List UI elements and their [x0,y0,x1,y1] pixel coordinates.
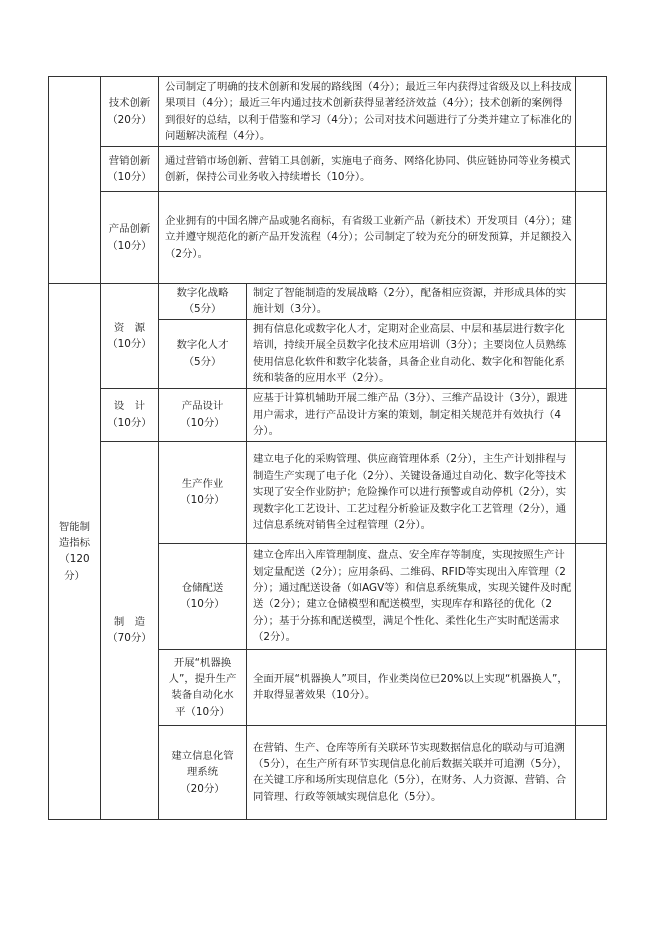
manufacturing-label: 制 造 （70分） [101,441,159,819]
design-label: 设 计 （10分） [101,388,159,441]
row-product-design [49,388,607,441]
warehousing-delivery-criteria: 建立仓库出入库管理制度、盘点、安全库存等制度，实现按照生产计划定量配送（2分）；应用条码、二维码、RFID等实现出入库管理（2分）；通过配送设备（如AGV等）和信息系统集成，实现关键件及时配送（2分）；建立仓储模型和配送模型，实现库存和路径的优化（2分）；基于分拣和配送模型，满足个性化、柔性化生产实时配送需求（2分）。 [247,543,576,649]
score-cell [576,319,607,388]
information-management-criteria: 在营销、生产、仓库等所有关联环节实现数据信息化的联动与可追溯（5分），在生产所有环节实现信息化前后数据关联并可追溯（5分），在关键工序和场所实现信息化（5分），在财务、人力资源、营销、合同管理、行政等领域实现信息化（5分）。 [247,725,576,819]
production-operations-label: 生产作业 （10分） [159,441,247,543]
evaluation-table [48,76,607,820]
digital-strategy-criteria: 制定了智能制造的发展战略（2分），配备相应资源，并形成具体的实施计划（3分）。 [247,284,576,320]
digital-strategy-label: 数字化战略 （5分） [159,284,247,320]
digital-talent-criteria: 拥有信息化或数字化人才，定期对企业高层、中层和基层进行数字化培训，持续开展全员数字化技术应用培训（3分）；主要岗位人员熟练使用信息化软件和数字化装备，具备企业自动化、数字化和智能化系统和装备的应用水平（2分）。 [247,319,576,388]
row-marketing-innovation [49,147,607,192]
row-tech-innovation [49,77,607,147]
score-cell [576,284,607,320]
empty-category-cell [49,77,101,284]
score-cell [576,649,607,725]
row-product-innovation [49,192,607,284]
marketing-innovation-criteria: 通过营销市场创新、营销工具创新，实施电子商务、网络化协同、供应链协同等业务模式创新，保持公司业务收入持续增长（10分）。 [159,147,576,192]
score-cell [576,77,607,147]
score-cell [576,147,607,192]
score-cell [576,192,607,284]
information-management-label: 建立信息化管 理系统 （20分） [159,725,247,819]
score-cell [576,543,607,649]
production-operations-criteria: 建立电子化的采购管理、供应商管理体系（2分），主生产计划排程与制造生产实现了电子化（2分）、关键设备通过自动化、数字化等技术实现了安全作业防护；危险操作可以进行预警或自动停机（2分），实现数字化工艺设计、工艺过程分析验证及数字化工艺管理（2分），通过信息系统对销售全过程管理（2分）。 [247,441,576,543]
marketing-innovation-label: 营销创新 （10分） [101,147,159,192]
product-innovation-criteria: 企业拥有的中国名牌产品或驰名商标，有省级工业新产品（新技术）开发项目（4分）；建立并遵守规范化的新产品开发流程（4分）；公司制定了较为充分的研发预算，并足额投入（2分）。 [159,192,576,284]
digital-talent-label: 数字化人才 （5分） [159,319,247,388]
machine-replacement-label: 开展“机器换 人”，提升生产 装备自动化水 平（10分） [159,649,247,725]
product-design-criteria: 应基于计算机辅助开展二维产品（3分）、三维产品设计（3分），跟进用户需求，进行产品设计方案的策划，制定相关规范并有效执行（4分）。 [247,388,576,441]
resources-label: 资 源 （10分） [101,284,159,389]
score-cell [576,388,607,441]
smart-manufacturing-indicator-label: 智能制 造指标 （120 分） [49,284,101,820]
product-innovation-label: 产品创新 （10分） [101,192,159,284]
score-cell [576,441,607,543]
tech-innovation-criteria: 公司制定了明确的技术创新和发展的路线图（4分）；最近三年内获得过省级及以上科技成果项目（4分）；最近三年内通过技术创新获得显著经济效益（4分）；技术创新的案例得到很好的总结，以利于借鉴和学习（4分）；公司对技术问题进行了分类并建立了标准化的问题解决流程（4分）。 [159,77,576,147]
tech-innovation-label: 技术创新 （20分） [101,77,159,147]
row-digital-strategy [49,284,607,320]
product-design-label: 产品设计 （10分） [159,388,247,441]
score-cell [576,725,607,819]
row-production-operations [49,441,607,543]
warehousing-delivery-label: 仓储配送 （10分） [159,543,247,649]
machine-replacement-criteria: 全面开展“机器换人”项目，作业类岗位已20%以上实现“机器换人”，并取得显著效果（10分）。 [247,649,576,725]
